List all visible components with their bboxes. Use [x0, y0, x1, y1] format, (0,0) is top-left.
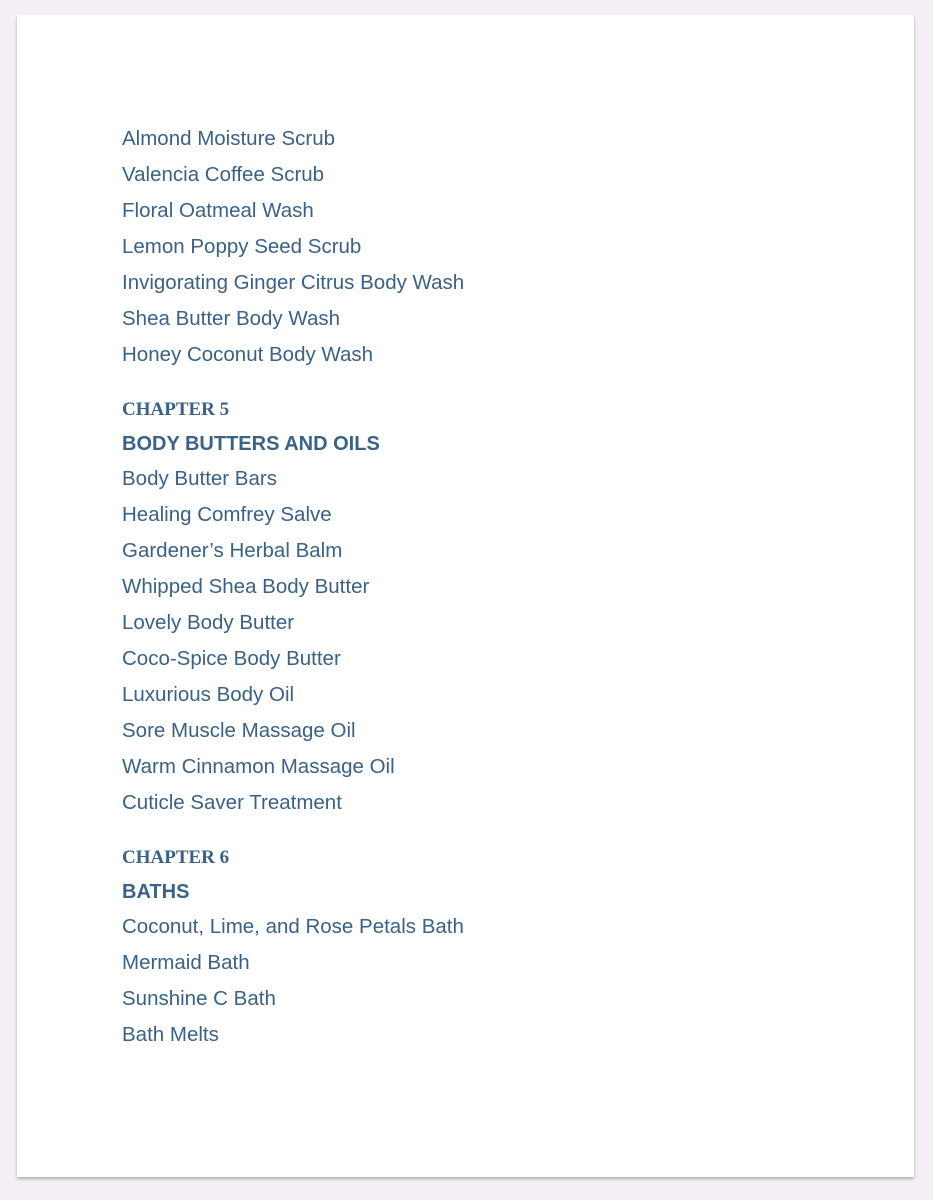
- toc-entry: Gardener’s Herbal Balm: [122, 539, 343, 562]
- toc-entry: Floral Oatmeal Wash: [122, 199, 314, 222]
- toc-entry: Luxurious Body Oil: [122, 683, 295, 706]
- table-of-contents: [122, 121, 822, 1053]
- chapter-6-title: BATHS: [122, 881, 190, 903]
- toc-entry: Coco-Spice Body Butter: [122, 647, 341, 670]
- toc-entry: Lovely Body Butter: [122, 611, 295, 634]
- toc-entry: Shea Butter Body Wash: [122, 307, 341, 330]
- toc-entry: Healing Comfrey Salve: [122, 503, 332, 526]
- toc-entry: Valencia Coffee Scrub: [122, 163, 325, 186]
- toc-entry: Sore Muscle Massage Oil: [122, 719, 356, 742]
- toc-entry: Coconut, Lime, and Rose Petals Bath: [122, 915, 464, 938]
- toc-entry: Mermaid Bath: [122, 951, 250, 974]
- toc-entry: Body Butter Bars: [122, 467, 277, 490]
- intro-entry-list: [122, 121, 822, 373]
- chapter-6-section: [122, 841, 822, 1053]
- toc-entry: Honey Coconut Body Wash: [122, 343, 374, 366]
- toc-entry: Sunshine C Bath: [122, 987, 276, 1010]
- toc-entry: Whipped Shea Body Butter: [122, 575, 370, 598]
- toc-entry: Invigorating Ginger Citrus Body Wash: [122, 271, 465, 294]
- toc-entry: Almond Moisture Scrub: [122, 127, 336, 150]
- chapter-6-label: CHAPTER 6: [122, 847, 230, 868]
- chapter-5-label: CHAPTER 5: [122, 399, 230, 420]
- toc-entry: Warm Cinnamon Massage Oil: [122, 755, 395, 778]
- chapter-5-section: [122, 393, 822, 821]
- toc-entry: Lemon Poppy Seed Scrub: [122, 235, 362, 258]
- toc-entry: Cuticle Saver Treatment: [122, 791, 342, 814]
- document-page: [17, 15, 914, 1177]
- toc-entry: Bath Melts: [122, 1023, 219, 1046]
- chapter-5-title: BODY BUTTERS AND OILS: [122, 433, 380, 455]
